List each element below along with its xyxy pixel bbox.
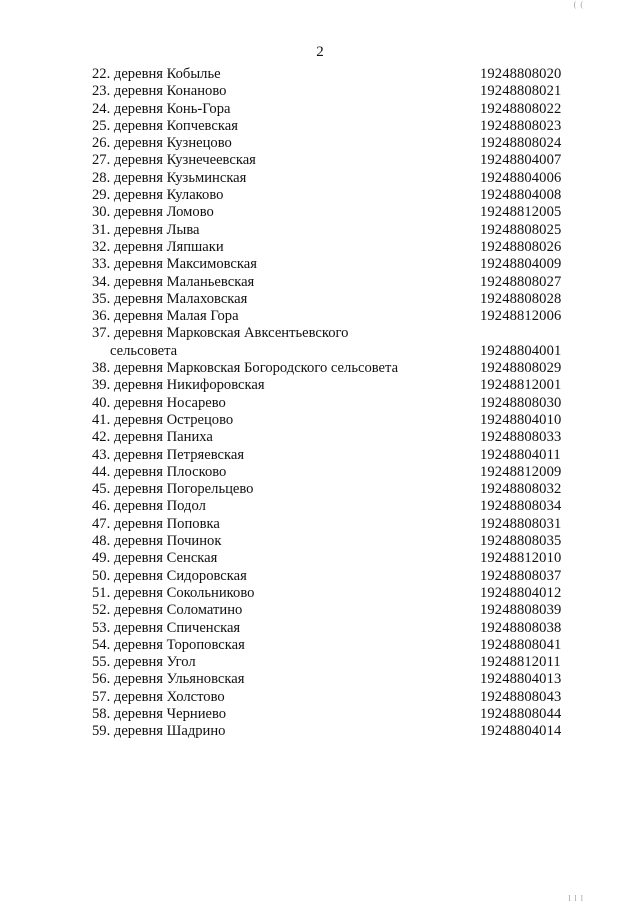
settlement-name bbox=[92, 377, 480, 394]
settlement-name bbox=[92, 308, 480, 325]
list-item bbox=[92, 118, 572, 135]
oktmo-code: 19248812011 bbox=[480, 654, 561, 671]
settlement-name bbox=[92, 498, 480, 515]
list-item bbox=[92, 516, 572, 533]
settlement-name bbox=[92, 637, 480, 654]
oktmo-code: 19248804009 bbox=[480, 256, 562, 273]
page-number: 2 bbox=[316, 44, 324, 60]
settlement-name-line: 22. деревня Кобылье bbox=[92, 66, 221, 82]
list-item bbox=[92, 360, 572, 377]
settlement-name bbox=[92, 533, 480, 550]
list-item bbox=[92, 498, 572, 515]
settlement-name-line: 23. деревня Конаново bbox=[92, 83, 227, 100]
list-item bbox=[92, 706, 572, 723]
list-item bbox=[92, 204, 572, 221]
list-item bbox=[92, 654, 572, 671]
list-item bbox=[92, 550, 572, 567]
settlement-name-line: 59. деревня Шадрино bbox=[92, 723, 226, 740]
settlement-name bbox=[92, 325, 480, 360]
settlement-name bbox=[92, 204, 480, 221]
settlement-name bbox=[92, 429, 480, 446]
oktmo-code: 19248804013 bbox=[480, 671, 562, 688]
list-item bbox=[92, 568, 572, 585]
settlement-name-line: 38. деревня Марковская Богородского сельсовета bbox=[92, 360, 399, 377]
list-item bbox=[92, 723, 572, 740]
settlement-name-line: 34. деревня Маланьевская bbox=[92, 273, 255, 290]
settlement-name bbox=[92, 118, 480, 135]
oktmo-code: 19248808026 bbox=[480, 238, 562, 255]
settlement-name-line: 37. деревня Марковская Авксентьевского bbox=[92, 325, 349, 342]
scan-edge-mark-bottom: l l l bbox=[568, 894, 584, 903]
settlement-name bbox=[92, 222, 480, 239]
oktmo-code: 19248808027 bbox=[480, 273, 562, 290]
settlement-name-line: 30. деревня Ломово bbox=[92, 204, 214, 221]
list-item bbox=[92, 83, 572, 100]
scan-edge-mark-top: ( ( bbox=[573, 0, 584, 9]
settlement-name bbox=[92, 516, 480, 533]
settlement-name bbox=[92, 395, 480, 412]
settlement-name bbox=[92, 274, 480, 291]
oktmo-code: 19248808023 bbox=[480, 117, 562, 134]
list-item bbox=[92, 325, 572, 360]
oktmo-code: 19248808029 bbox=[480, 360, 562, 377]
settlement-name-line: 27. деревня Кузнечеевская bbox=[92, 152, 256, 169]
oktmo-code: 19248808033 bbox=[480, 429, 562, 446]
settlement-name bbox=[92, 101, 480, 118]
settlement-name-line: 47. деревня Поповка bbox=[92, 515, 220, 532]
settlement-name-line: 35. деревня Малаховская bbox=[92, 290, 248, 307]
settlement-name bbox=[92, 464, 480, 481]
oktmo-code: 19248808037 bbox=[480, 567, 562, 584]
oktmo-code: 19248804001 bbox=[480, 342, 562, 359]
list-item bbox=[92, 308, 572, 325]
oktmo-code: 19248808039 bbox=[480, 602, 562, 619]
settlement-name-line: 26. деревня Кузнецово bbox=[92, 135, 232, 152]
settlement-name-line: 58. деревня Черниево bbox=[92, 705, 227, 722]
settlement-name bbox=[92, 170, 480, 187]
oktmo-code: 19248812001 bbox=[480, 377, 562, 394]
settlement-name bbox=[92, 550, 480, 567]
settlement-name-line: 50. деревня Сидоровская bbox=[92, 567, 247, 584]
list-item bbox=[92, 602, 572, 619]
oktmo-code: 19248812010 bbox=[480, 550, 562, 567]
list-item bbox=[92, 152, 572, 169]
settlement-name bbox=[92, 360, 480, 377]
settlement-name-line: 25. деревня Копчевская bbox=[92, 117, 238, 134]
settlement-name bbox=[92, 239, 480, 256]
settlement-name bbox=[92, 585, 480, 602]
oktmo-code: 19248808030 bbox=[480, 394, 562, 411]
oktmo-code: 19248808038 bbox=[480, 619, 562, 636]
settlement-name-line: 45. деревня Погорельцево bbox=[92, 481, 254, 498]
settlement-name bbox=[92, 152, 480, 169]
settlement-name-line: 42. деревня Паниха bbox=[92, 429, 213, 446]
settlement-name-line: 28. деревня Кузьминская bbox=[92, 169, 247, 186]
list-item bbox=[92, 256, 572, 273]
settlement-name-line: 36. деревня Малая Гора bbox=[92, 308, 239, 325]
list-item bbox=[92, 481, 572, 498]
oktmo-code: 19248808020 bbox=[480, 66, 562, 82]
settlement-name-line: 39. деревня Никифоровская bbox=[92, 377, 265, 394]
list-item bbox=[92, 671, 572, 688]
settlement-name bbox=[92, 412, 480, 429]
settlement-name bbox=[92, 620, 480, 637]
list-item bbox=[92, 412, 572, 429]
oktmo-code: 19248808022 bbox=[480, 100, 562, 117]
settlement-name-line: 33. деревня Максимовская bbox=[92, 256, 257, 273]
settlement-name bbox=[92, 447, 480, 464]
settlement-name-line: 56. деревня Ульяновская bbox=[92, 671, 245, 688]
settlement-name-line: 44. деревня Плосково bbox=[92, 463, 227, 480]
settlement-name bbox=[92, 654, 480, 671]
list-item bbox=[92, 101, 572, 118]
settlement-name-line: 57. деревня Холстово bbox=[92, 688, 225, 705]
settlement-name-line: 41. деревня Острецово bbox=[92, 411, 234, 428]
list-item bbox=[92, 464, 572, 481]
oktmo-code: 19248808044 bbox=[480, 705, 562, 722]
settlement-name-line: 48. деревня Починок bbox=[92, 533, 222, 550]
list-item bbox=[92, 395, 572, 412]
list-item bbox=[92, 637, 572, 654]
settlement-name-line: 52. деревня Соломатино bbox=[92, 602, 243, 619]
oktmo-code: 19248808028 bbox=[480, 290, 562, 307]
settlement-name-line: 29. деревня Кулаково bbox=[92, 187, 224, 204]
oktmo-code: 19248808031 bbox=[480, 515, 562, 532]
list-item bbox=[92, 689, 572, 706]
settlement-name bbox=[92, 66, 480, 83]
list-item bbox=[92, 239, 572, 256]
list-item bbox=[92, 377, 572, 394]
oktmo-code: 19248808041 bbox=[480, 636, 562, 653]
settlement-name bbox=[92, 706, 480, 723]
oktmo-code: 19248804008 bbox=[480, 187, 562, 204]
list-item bbox=[92, 274, 572, 291]
list-item bbox=[92, 585, 572, 602]
settlement-name-line: 40. деревня Носарево bbox=[92, 394, 226, 411]
settlement-name-line: 51. деревня Сокольниково bbox=[92, 584, 255, 601]
settlement-name bbox=[92, 187, 480, 204]
oktmo-code: 19248808035 bbox=[480, 533, 562, 550]
settlement-name-line: 55. деревня Угол bbox=[92, 654, 196, 671]
list-item bbox=[92, 66, 572, 83]
list-item bbox=[92, 429, 572, 446]
settlement-name-line: 24. деревня Конь-Гора bbox=[92, 100, 231, 117]
oktmo-code: 19248804012 bbox=[480, 584, 562, 601]
settlement-name bbox=[92, 689, 480, 706]
settlement-name bbox=[92, 291, 480, 308]
settlement-name-line: 46. деревня Подол bbox=[92, 498, 206, 515]
oktmo-code: 19248808025 bbox=[480, 221, 562, 238]
oktmo-code: 19248804010 bbox=[480, 411, 562, 428]
settlement-name bbox=[92, 135, 480, 152]
settlement-name bbox=[92, 671, 480, 688]
settlement-name bbox=[92, 256, 480, 273]
oktmo-code: 19248804011 bbox=[480, 446, 561, 463]
list-item bbox=[92, 447, 572, 464]
settlement-name-line: 32. деревня Ляпшаки bbox=[92, 238, 224, 255]
list-item bbox=[92, 291, 572, 308]
settlement-name-line: 53. деревня Спиченская bbox=[92, 619, 241, 636]
oktmo-code: 19248812009 bbox=[480, 463, 562, 480]
oktmo-code: 19248804007 bbox=[480, 152, 562, 169]
oktmo-code: 19248812005 bbox=[480, 204, 562, 221]
settlement-name-line: 43. деревня Петряевская bbox=[92, 446, 245, 463]
list-item bbox=[92, 222, 572, 239]
oktmo-code: 19248808024 bbox=[480, 135, 562, 152]
settlement-name bbox=[92, 723, 480, 740]
settlement-list bbox=[92, 66, 572, 741]
settlement-name-line: 49. деревня Сенская bbox=[92, 550, 218, 567]
oktmo-code: 19248812006 bbox=[480, 308, 562, 325]
oktmo-code: 19248804006 bbox=[480, 169, 562, 186]
oktmo-code: 19248808034 bbox=[480, 498, 562, 515]
settlement-name-line: 54. деревня Тороповская bbox=[92, 636, 245, 653]
list-item bbox=[92, 170, 572, 187]
settlement-name bbox=[92, 83, 480, 100]
settlement-name-line: 31. деревня Лыва bbox=[92, 221, 200, 238]
settlement-name-continuation: сельсовета bbox=[110, 342, 178, 359]
list-item bbox=[92, 135, 572, 152]
list-item bbox=[92, 187, 572, 204]
settlement-name bbox=[92, 568, 480, 585]
oktmo-code: 19248808043 bbox=[480, 688, 562, 705]
settlement-name bbox=[92, 481, 480, 498]
settlement-name bbox=[92, 602, 480, 619]
oktmo-code: 19248808032 bbox=[480, 481, 562, 498]
oktmo-code: 19248808021 bbox=[480, 83, 562, 100]
oktmo-code: 19248804014 bbox=[480, 723, 562, 740]
list-item bbox=[92, 620, 572, 637]
list-item bbox=[92, 533, 572, 550]
